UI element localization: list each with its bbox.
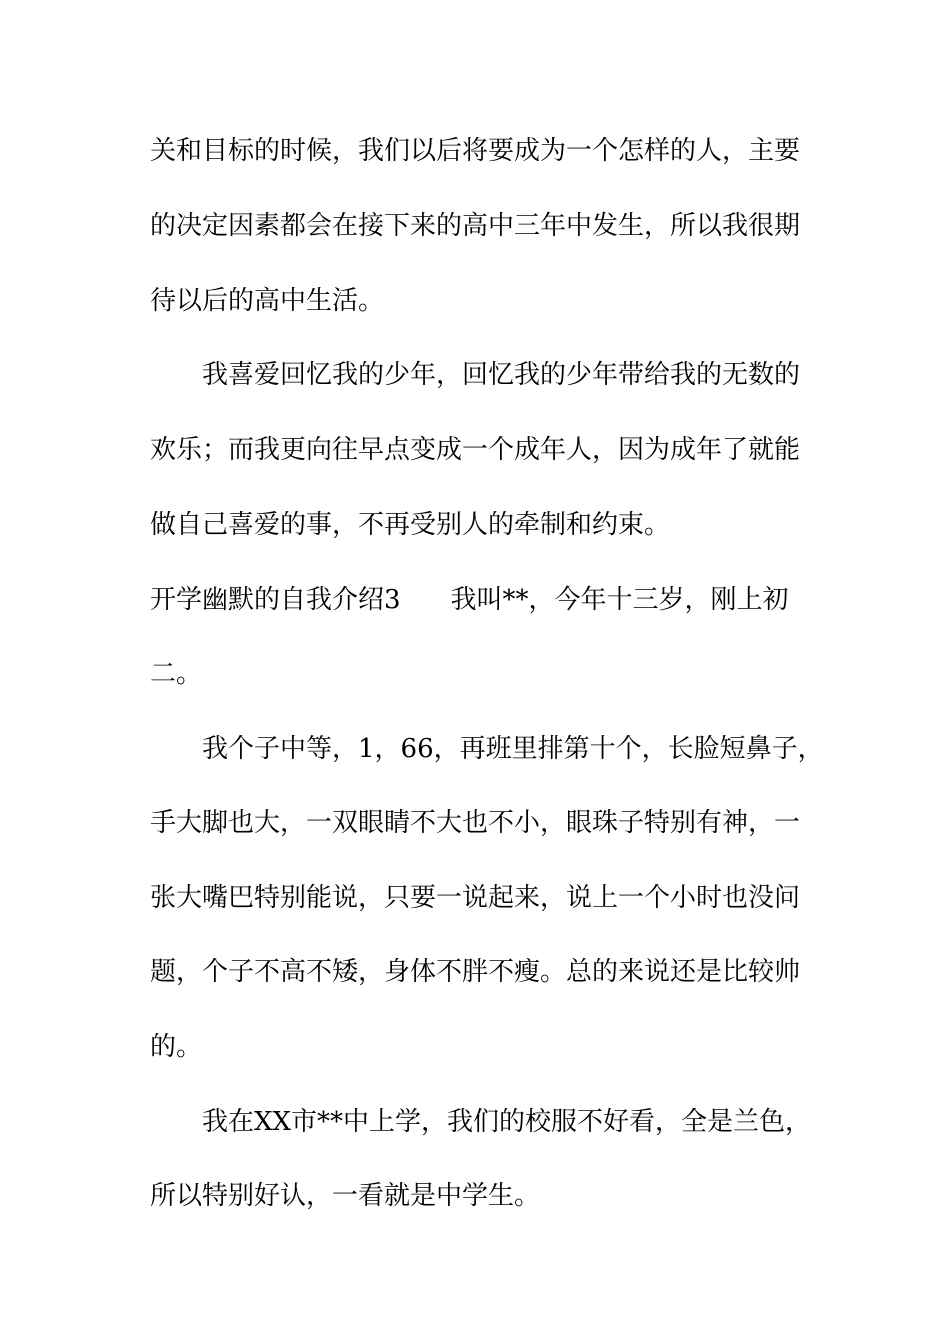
text-line: 我在XX市**中上学，我们的校服不好看，全是兰色， (202, 1107, 812, 1137)
text-line: 张大嘴巴特别能说，只要一说起来，说上一个小时也没问 (150, 883, 801, 913)
section-heading-line (150, 583, 789, 617)
section-intro-text: 我叫**，今年十三岁，刚上初 (450, 585, 789, 615)
text-line: 手大脚也大，一双眼睛不大也不小，眼珠子特别有神，一 (150, 808, 801, 838)
text-line: 所以特别好认，一看就是中学生。 (150, 1181, 541, 1211)
text-line: 我喜爱回忆我的少年，回忆我的少年带给我的无数的 (202, 360, 801, 390)
section-title: 开学幽默的自我介绍3 (150, 585, 401, 615)
text-line: 关和目标的时候，我们以后将要成为一个怎样的人，主要 (150, 136, 801, 166)
text-line: 待以后的高中生活。 (150, 286, 385, 316)
text-line: 我个子中等，1，66，再班里排第十个，长脸短鼻子， (202, 734, 824, 764)
text-line: 做自己喜爱的事，不再受别人的牵制和约束。 (150, 510, 671, 540)
text-line: 的决定因素都会在接下来的高中三年中发生，所以我很期 (150, 211, 801, 241)
text-line: 二。 (150, 659, 203, 689)
text-line: 的。 (150, 1032, 203, 1062)
text-line: 欢乐；而我更向往早点变成一个成年人，因为成年了就能 (150, 435, 801, 465)
text-line: 题，个子不高不矮，身体不胖不瘦。总的来说还是比较帅 (150, 957, 801, 987)
